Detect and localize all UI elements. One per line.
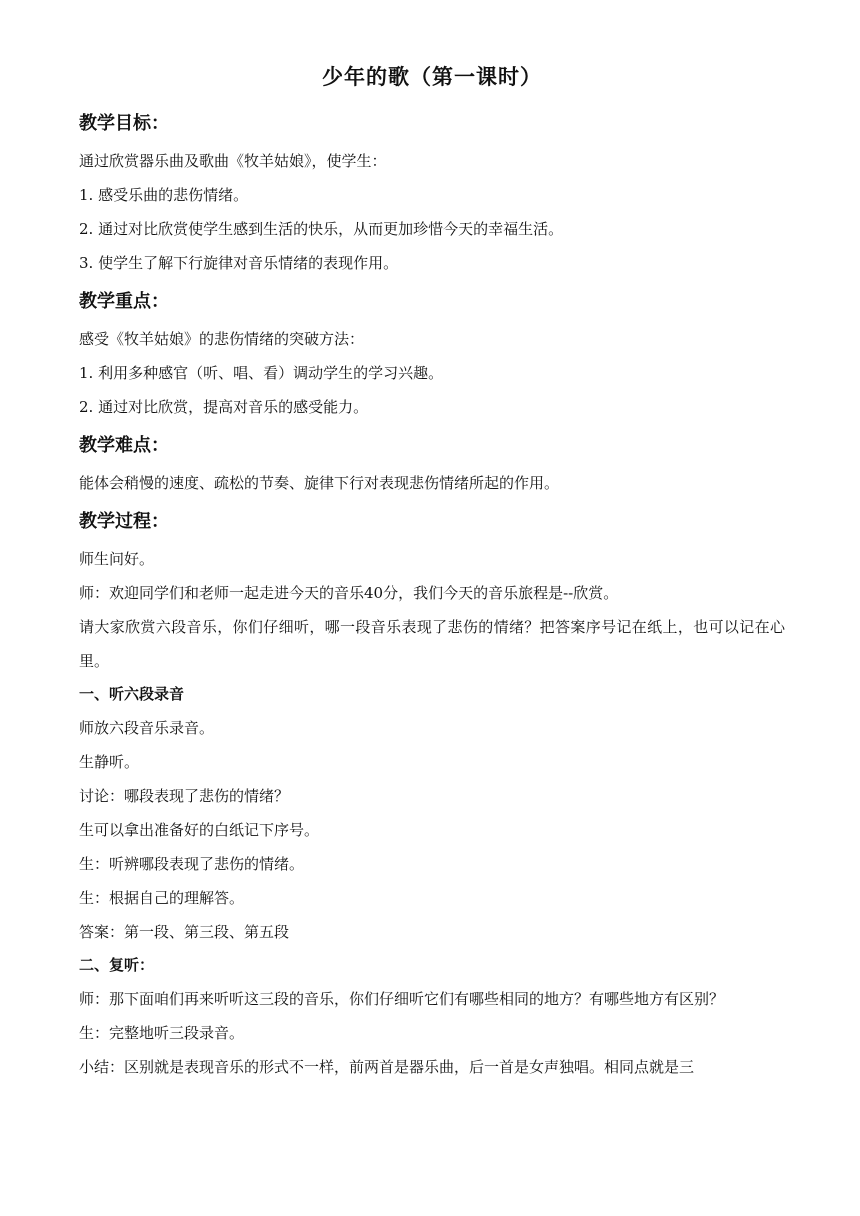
section-heading-key-points: 教学重点：: [79, 291, 169, 312]
process-intro-line: 师生问好。: [79, 550, 155, 568]
document-title: 少年的歌（第一课时）: [322, 65, 542, 89]
section-heading-process: 教学过程：: [79, 511, 169, 532]
key-points-line: 1. 利用多种感官（听、唱、看）调动学生的学习兴趣。: [79, 364, 444, 382]
process-part2-line: 小结：区别就是表现音乐的形式不一样，前两首是器乐曲，后一首是女声独唱。相同点就是三: [79, 1058, 695, 1076]
section-objectives: [79, 112, 785, 280]
section-process: [79, 510, 785, 1084]
difficulties-line: 能体会稍慢的速度、疏松的节奏、旋律下行对表现悲伤情绪所起的作用。: [79, 474, 560, 492]
objectives-line: 通过欣赏器乐曲及歌曲《牧羊姑娘》，使学生：: [79, 152, 387, 170]
key-points-line: 2. 通过对比欣赏，提高对音乐的感受能力。: [79, 398, 369, 416]
process-intro-line: 师：欢迎同学们和老师一起走进今天的音乐40分，我们今天的音乐旅程是--欣赏。: [79, 584, 619, 602]
section-heading-difficulties: 教学难点：: [79, 435, 169, 456]
section-key-points: [79, 290, 785, 424]
process-part1-line: 生：听辨哪段表现了悲伤的情绪。: [79, 855, 305, 873]
objectives-line: 2. 通过对比欣赏使学生感到生活的快乐，从而更加珍惜今天的幸福生活。: [79, 220, 564, 238]
document-page: [79, 62, 785, 1084]
section-heading-objectives: 教学目标：: [79, 113, 169, 134]
process-part2-line: 师：那下面咱们再来听听这三段的音乐，你们仔细听它们有哪些相同的地方？有哪些地方有区别？: [79, 990, 725, 1008]
process-intro-line: 请大家欣赏六段音乐，你们仔细听，哪一段音乐表现了悲伤的情绪？把答案序号记在纸上，也可以记在心里。: [79, 618, 785, 670]
process-part2-heading: 二、复听：: [79, 956, 155, 974]
process-part1-line: 生可以拿出准备好的白纸记下序号。: [79, 821, 320, 839]
process-part1-line: 生：根据自己的理解答。: [79, 889, 245, 907]
objectives-line: 3. 使学生了解下行旋律对音乐情绪的表现作用。: [79, 254, 399, 272]
process-part1-heading: 一、听六段录音: [79, 685, 185, 703]
key-points-line: 感受《牧羊姑娘》的悲伤情绪的突破方法：: [79, 330, 365, 348]
objectives-line: 1. 感受乐曲的悲伤情绪。: [79, 186, 249, 204]
process-part1-line: 讨论：哪段表现了悲伤的情绪？: [79, 787, 290, 805]
process-part1-line: 生静听。: [79, 753, 140, 771]
section-difficulties: [79, 434, 785, 500]
process-part1-line: 答案：第一段、第三段、第五段: [79, 923, 290, 941]
process-part2-line: 生：完整地听三段录音。: [79, 1024, 245, 1042]
process-part1-line: 师放六段音乐录音。: [79, 719, 215, 737]
